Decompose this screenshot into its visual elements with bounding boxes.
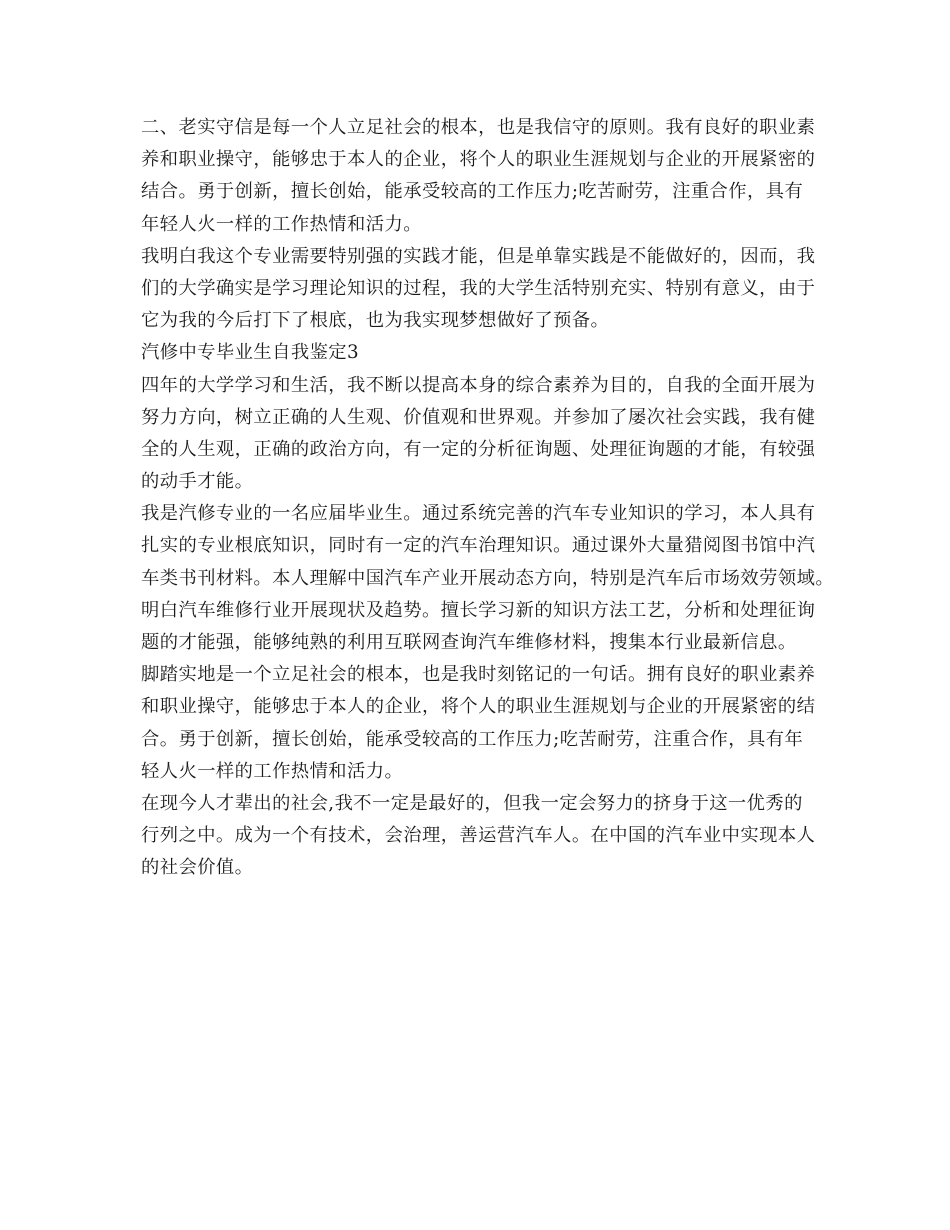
text-line: 车类书刊材料。本人理解中国汽车产业开展动态方向，特别是汽车后市场效劳领域。 — [141, 567, 835, 589]
text-line: 它为我的今后打下了根底，也为我实现梦想做好了预备。 — [141, 310, 610, 332]
text-line: 我明白我这个专业需要特别强的实践才能，但是单靠实践是不能做好的，因而，我 — [141, 245, 816, 267]
text-line: 我是汽修专业的一名应届毕业生。通过系统完善的汽车专业知识的学习，本人具有 — [141, 503, 816, 525]
text-line: 扎实的专业根底知识，同时有一定的汽车治理知识。通过课外大量猎阅图书馆中汽 — [141, 535, 816, 557]
text-line: 在现今人才辈出的社会,我不一定是最好的，但我一定会努力的挤身于这一优秀的 — [141, 792, 803, 814]
text-line: 四年的大学学习和生活，我不断以提高本身的综合素养为目的，自我的全面开展为 — [141, 374, 816, 396]
text-line: 轻人火一样的工作热情和活力。 — [141, 760, 404, 782]
text-line: 努力方向，树立正确的人生观、价值观和世界观。并参加了屡次社会实践，我有健 — [141, 406, 816, 428]
text-line: 结合。勇于创新，擅长创始，能承受较高的工作压力;吃苦耐劳，注重合作，具有 — [141, 181, 804, 203]
section-heading: 汽修中专毕业生自我鉴定3 — [141, 342, 360, 364]
text-line: 们的大学确实是学习理论知识的过程，我的大学生活特别充实、特别有意义，由于 — [141, 277, 816, 299]
text-line: 年轻人火一样的工作热情和活力。 — [141, 213, 422, 235]
text-line: 的社会价值。 — [141, 857, 254, 879]
text-line: 的动手才能。 — [141, 471, 254, 493]
text-line: 二、老实守信是每一个人立足社会的根本，也是我信守的原则。我有良好的职业素 — [141, 117, 816, 138]
text-line: 全的人生观，正确的政治方向，有一定的分析征询题、处理征询题的才能，有较强 — [141, 438, 816, 460]
text-line: 行列之中。成为一个有技术，会治理，善运营汽车人。在中国的汽车业中实现本人 — [141, 825, 816, 847]
text-line: 和职业操守，能够忠于本人的企业，将个人的职业生涯规划与企业的开展紧密的结 — [141, 696, 816, 718]
text-line: 养和职业操守，能够忠于本人的企业，将个人的职业生涯规划与企业的开展紧密的 — [141, 149, 816, 171]
text-line: 明白汽车维修行业开展现状及趋势。擅长学习新的知识方法工艺，分析和处理征询 — [141, 599, 816, 621]
text-line: 题的才能强，能够纯熟的利用互联网查询汽车维修材料，搜集本行业最新信息。 — [141, 632, 797, 653]
text-line: 脚踏实地是一个立足社会的根本，也是我时刻铭记的一句话。拥有良好的职业素养 — [141, 664, 816, 686]
document-body — [141, 112, 835, 885]
text-line: 合。勇于创新，擅长创始，能承受较高的工作压力;吃苦耐劳，注重合作，具有年 — [141, 728, 804, 750]
